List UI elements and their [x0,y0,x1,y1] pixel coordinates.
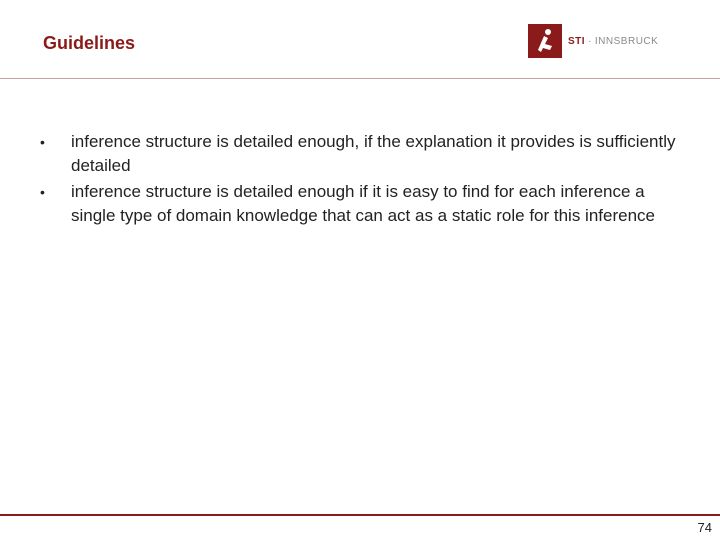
bullet-text: inference structure is detailed enough, if the explanation it provides is sufficiently detailed [71,132,676,175]
bullet-list [40,130,680,230]
bullet-marker: • [40,134,45,150]
sti-logo-icon [528,24,562,58]
bullet-marker: • [40,184,45,200]
header-divider [0,78,720,79]
logo-location: INNSBRUCK [594,35,659,47]
logo-wordmark [568,36,658,47]
bullet-text: inference structure is detailed enough if it is easy to find for each inference a single type of domain knowledge that can act as a static role for this inference [71,182,655,225]
sti-innsbruck-logo [528,24,658,58]
bullet-item-2 [40,180,680,228]
slide-title: Guidelines [43,33,136,53]
bullet-item-1 [40,130,680,178]
footer-divider [0,514,720,516]
page-number: 74 [697,520,712,535]
logo-brand: STI [568,35,586,47]
logo-separator: · [588,35,592,47]
